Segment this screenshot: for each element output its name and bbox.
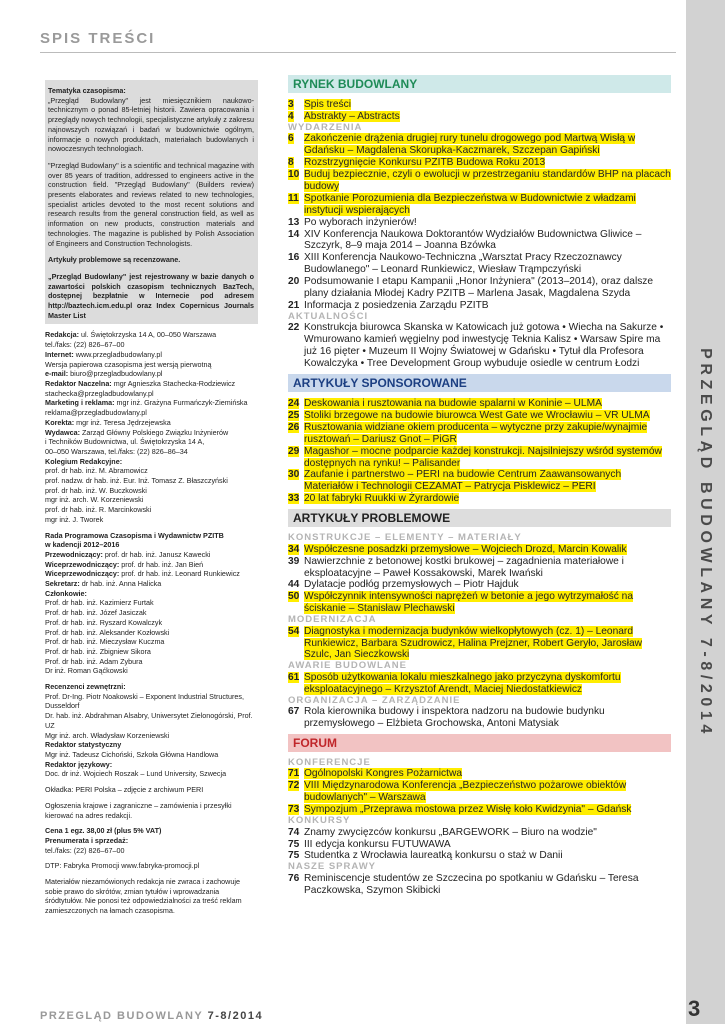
toc-entry-title: Spotkanie Porozumienia dla Bezpieczeństwa w Budownictwie z władzami instytucji wspierających bbox=[304, 192, 636, 216]
toc-page-number: 74 bbox=[288, 826, 300, 838]
toc-entry-title: Stoliki brzegowe na budowie biurowca West Gate we Wrocławiu – VR ULMA bbox=[304, 409, 650, 421]
toc-entry-title: Znamy zwycięzców konkursu „BARGEWORK – Biuro na wodzie" bbox=[304, 826, 597, 838]
toc-entry bbox=[288, 446, 671, 470]
toc-page-number: 24 bbox=[288, 398, 300, 410]
toc-page-number: 61 bbox=[288, 671, 300, 683]
council-line: Prof. dr hab. inż. Ryszard Kowalczyk bbox=[45, 617, 163, 627]
side-journal-title: PRZEGLĄD BUDOWLANY 7-8/2014 bbox=[697, 348, 714, 738]
contact-line: prof. nadzw. dr hab. inż. Eur. Inż. Tomasz Z. Błaszczyński bbox=[45, 476, 228, 486]
council-line: Prof. dr hab. inż. Zbigniew Sikora bbox=[45, 646, 151, 656]
footer bbox=[40, 1010, 263, 1022]
toc-entry-title: Rola kierownika budowy i inspektora nadzoru na budowie budynku przemysłowego – Elżbieta Grochowska, Antoni Matysiak bbox=[304, 706, 605, 730]
toc-page-number: 34 bbox=[288, 543, 300, 555]
section-band-rynek: RYNEK BUDOWLANY bbox=[288, 75, 671, 93]
toc-page-number: 16 bbox=[288, 252, 300, 264]
toc-entry-title: Diagnostyka i modernizacja budynków wielkopłytowych (cz. 1) – Leonard Runkiewicz, Barbara Szudrowicz, Halina Prejzner, Robert Geryło, Jarosław Szulc, Jan Sieczkowski bbox=[304, 625, 643, 661]
toc-page-number: 3 bbox=[288, 99, 294, 110]
reviewers-line: Mgr inż. arch. Władysław Korzeniewski bbox=[45, 730, 170, 740]
toc-entry bbox=[288, 322, 671, 370]
price-line: tel./faks: (22) 826–67–00 bbox=[45, 845, 125, 855]
toc-entry bbox=[288, 579, 671, 591]
info-pl: „Przegląd Budowlany" jest miesięcznikiem naukowo-technicznym o ponad 85-letniej historii. Zawiera opracowania i przeglądy nowych technologii, specjalistyczne artykuły z zakresu najnowszych rozwiązań i badań w budownictwie ogólnym, informacje o nowych produktach, materiałach budowlanych i nowoczesnych technologiach. bbox=[48, 95, 254, 154]
toc-page-number: 75 bbox=[288, 850, 300, 862]
toc-page-number: 30 bbox=[288, 469, 300, 481]
toc-page-number: 75 bbox=[288, 838, 300, 850]
reviewers-block bbox=[45, 682, 258, 779]
contact-line: Wersja papierowa czasopisma jest wersją pierwotną bbox=[45, 359, 212, 369]
toc-page-number: 33 bbox=[288, 493, 300, 505]
toc-page-number: 25 bbox=[288, 409, 300, 421]
toc-entry-title: Informacja z posiedzenia Zarządu PZITB bbox=[304, 300, 489, 311]
toc-entry-title: Buduj bezpiecznie, czyli o ewolucji w przestrzeganiu standardów BHP na placach budowy bbox=[304, 169, 671, 192]
toc-entry-title: Deskowania i rusztowania na budowie spalarni w Koninie – ULMA bbox=[304, 398, 602, 410]
toc-entry bbox=[288, 591, 671, 615]
reviewers-line: Mgr inż. Tadeusz Cichoński, Szkoła Główna Handlowa bbox=[45, 750, 219, 759]
contact-line: prof. dr hab. inż. M. Abramowicz bbox=[45, 466, 148, 476]
toc-entry-title: Magashor – mocne podparcie każdej konstrukcji. Najsilniejszy wśród systemów dostępnych na rynku! – Palisander bbox=[304, 445, 662, 469]
toc-column bbox=[288, 75, 671, 897]
toc-entry bbox=[288, 780, 671, 804]
header-rule bbox=[40, 52, 676, 53]
contact-line: prof. dr hab. inż. W. Buczkowski bbox=[45, 485, 147, 495]
dtp-credit: DTP: Fabryka Promocji www.fabryka-promocji.pl bbox=[45, 861, 200, 871]
toc-entry-title: Konstrukcja biurowca Skanska w Katowicach już gotowa • Wiecha na Sakurze • Wmurowano kamień węgielny pod inwestycję Teknia Kalisz • Warsaw Spire ma już 16 pięter • Muzeum II Wojny Światowej w Gdańsku • Tytuł dla Profesora Kowalczyka • Tree Development Group wybuduje osiedle w centrum Łodzi bbox=[304, 322, 664, 370]
toc-entry-title: Rusztowania widziane okiem producenta – wytyczne przy zakupie/wynajmie rusztowań – Dariusz Gnot – PiGR bbox=[304, 421, 648, 445]
price-block bbox=[45, 826, 258, 855]
toc-entry-title: Dylatacje podłóg przemysłowych – Piotr Hajduk bbox=[304, 579, 519, 591]
toc-page-number: 26 bbox=[288, 421, 300, 433]
toc-entry-title: Po wyborach inżynierów! bbox=[304, 216, 417, 228]
toc-entry bbox=[288, 556, 671, 580]
category-heading: ORGANIZACJA – ZARZĄDZANIE bbox=[288, 694, 461, 706]
contact-line: Internet: www.przegladbudowlany.pl bbox=[45, 349, 162, 359]
toc-entry bbox=[288, 469, 671, 493]
toc-entry bbox=[288, 706, 671, 730]
contact-line: Kolegium Redakcyjne: bbox=[45, 456, 123, 466]
reviewers-line: Recenzenci zewnętrzni: bbox=[45, 682, 126, 692]
toc-entry bbox=[288, 276, 671, 300]
contact-block bbox=[45, 330, 258, 524]
contact-line: 00–050 Warszawa, tel./faks: (22) 826–86–34 bbox=[45, 446, 188, 456]
toc-entry bbox=[288, 193, 671, 217]
category-heading: AWARIE BUDOWLANE bbox=[288, 660, 407, 672]
cover-credit: Okładka: PERI Polska – zdjęcie z archiwum PERI bbox=[45, 785, 204, 795]
toc-page-number: 14 bbox=[288, 228, 300, 240]
toc-entry-title: Sympozjum „Przeprawa mostowa przez Wisłę koło Kwidzynia" – Gdańsk bbox=[304, 804, 632, 816]
category-heading: MODERNIZACJA bbox=[288, 614, 377, 626]
toc-entry bbox=[288, 217, 671, 229]
journal-info-box bbox=[45, 80, 258, 324]
category-heading: WYDARZENIA bbox=[288, 121, 363, 133]
toc-entry-title: Abstrakty – Abstracts bbox=[304, 110, 400, 122]
section-band-forum: FORUM bbox=[288, 734, 671, 752]
contact-line: e-mail: biuro@przegladbudowlany.pl bbox=[45, 369, 163, 379]
council-line: Prof. dr hab. inż. Kazimierz Furtak bbox=[45, 598, 154, 608]
footer-journal: PRZEGLĄD BUDOWLANY bbox=[40, 1010, 204, 1022]
toc-page-number: 4 bbox=[288, 110, 294, 122]
contact-line: mgr inż. J. Tworek bbox=[45, 514, 104, 524]
toc-entry bbox=[288, 827, 671, 839]
contact-line: tel./faks: (22) 826–67–00 bbox=[45, 340, 125, 350]
toc-entry-title: Współczesne posadzki przemysłowe – Wojciech Drozd, Marcin Kowalik bbox=[304, 543, 627, 555]
toc-page-number: 67 bbox=[288, 706, 300, 718]
toc-entry-title: Zaufanie i partnerstwo – PERI na budowie Centrum Zaawansowanych Materiałów i Technologii CEZAMAT – Patrycja Pisklewicz – PERI bbox=[304, 469, 622, 493]
toc-entry-title: 20 lat fabryki Ruukki w Żyrardowie bbox=[304, 493, 460, 505]
council-line: Prof. dr hab. inż. Adam Zybura bbox=[45, 656, 143, 666]
toc-entry bbox=[288, 157, 671, 169]
price-line: Cena 1 egz. 38,00 zł (plus 5% VAT) bbox=[45, 826, 162, 836]
council-line: Przewodniczący: prof. dr hab. inż. Janusz Kawecki bbox=[45, 549, 211, 559]
section-band-prob: ARTYKUŁY PROBLEMOWE bbox=[288, 509, 671, 527]
council-line: Sekretarz: dr hab. inż. Anna Halicka bbox=[45, 579, 162, 589]
toc-entry-title: XIV Konferencja Naukowa Doktorantów Wydziałów Budownictwa Gliwice – Szczyrk, 8–9 maja 2014 – Joanna Bzówka bbox=[304, 228, 642, 252]
info-en: "Przegląd Budowlany" is a scientific and technical magazine with over 85 years of tradition, addressed to engineers active in the construction field. "Przegląd Budowlany" (Builders review) presents elaborates and reviews related to new technologies, specialist articles devoted to the most recent solutions and research results from the general construction field, as well as information on new products, construction materials and technologies. The magazine is published by Polish Association of Engineers and Construction Technologists. bbox=[48, 160, 254, 248]
council-line: Dr inż. Roman Gąćkowski bbox=[45, 666, 128, 676]
toc-entry bbox=[288, 410, 671, 422]
info-indexing: „Przegląd Budowlany" jest rejestrowany w bazie danych o zawartości polskich czasopism technicznych BazTech, dostępnej bezpłatnie w Internecie pod adresem http://baztech.icm.edu.pl oraz Index Copernicus Journals Master List bbox=[48, 271, 254, 320]
toc-page-number: 22 bbox=[288, 322, 300, 334]
toc-entry-title: Spis treści bbox=[304, 99, 351, 110]
toc-entry-title: Sposób użytkowania lokalu mieszkalnego jako przyczyna dyskomfortu eksploatacyjnego – Krzysztof Arendt, Maciej Niedostatkiewicz bbox=[304, 671, 621, 695]
toc-entry bbox=[288, 493, 671, 505]
toc-entry bbox=[288, 672, 671, 696]
toc-page-number: 21 bbox=[288, 300, 300, 311]
toc-page-number: 8 bbox=[288, 157, 294, 169]
category-heading: KONKURSY bbox=[288, 815, 351, 827]
toc-page-number: 73 bbox=[288, 804, 300, 816]
toc-entry-title: Nawierzchnie z betonowej kostki brukowej – zagadnienia materiałowe i eksploatacyjne – Paweł Kossakowski, Marek Iwański bbox=[304, 555, 624, 579]
masthead-column bbox=[45, 80, 258, 916]
section-band-spons: ARTYKUŁY SPONSOROWANE bbox=[288, 374, 671, 392]
contact-line: Redakcja: ul. Świętokrzyska 14 A, 00–050 Warszawa bbox=[45, 330, 217, 340]
category-heading: NASZE SPRAWY bbox=[288, 861, 377, 873]
toc-page-number: 71 bbox=[288, 768, 300, 780]
category-heading: KONFERENCJE bbox=[288, 756, 371, 768]
toc-entry bbox=[288, 398, 671, 410]
info-review-note: Artykuły problemowe są recenzowane. bbox=[48, 255, 181, 265]
toc-entry-title: Ogólnopolski Kongres Pożarnictwa bbox=[304, 768, 462, 780]
contact-line: i Techników Budownictwa, ul. Świętokrzyska 14 A, bbox=[45, 437, 205, 447]
toc-entry-title: Współczynnik intensywności naprężeń w betonie a jego wytrzymałość na ściskanie – Stanisław Plechawski bbox=[304, 591, 633, 615]
contact-line: Korekta: mgr inż. Teresa Jędrzejewska bbox=[45, 417, 171, 427]
toc-entry-title: Reminiscencje studentów ze Szczecina po spotkaniu w Gdańsku – Teresa Paczkowska, Szymon Skibicki bbox=[304, 872, 639, 896]
reviewers-line: Redaktor statystyczny bbox=[45, 740, 122, 750]
toc-page-number: 29 bbox=[288, 445, 300, 457]
toc-page-number: 50 bbox=[288, 591, 300, 603]
toc-entry-title: Studentka z Wrocławia laureatką konkursu o staż w Danii bbox=[304, 850, 563, 862]
council-line: Wiceprzewodniczący: prof. dr hab. inż. Leonard Runkiewicz bbox=[45, 569, 240, 579]
toc-entry bbox=[288, 422, 671, 446]
contact-line: Redaktor Naczelna: mgr Agnieszka Stachecka-Rodziewicz bbox=[45, 378, 236, 388]
toc-entry-title: Zakończenie drążenia drugiej rury tunelu drogowego pod Martwą Wisłą w Gdańsku – Magdalena Skorupka-Kaczmarek, Szczepan Gapiński bbox=[304, 133, 636, 157]
toc-entry-title: Podsumowanie I etapu Kampanii „Honor Inżyniera" (2013–2014), oraz dalsze plany działania Młodej Kadry PZITB – Marlena Jasak, Magdalena Szyda bbox=[304, 276, 654, 300]
toc-page-number: 11 bbox=[288, 192, 299, 204]
toc-entry bbox=[288, 544, 671, 556]
toc-entry bbox=[288, 873, 671, 897]
reviewers-line: Redaktor językowy: bbox=[45, 759, 113, 769]
toc-page-number: 54 bbox=[288, 625, 300, 637]
toc-entry-title: XIII Konferencja Naukowo-Techniczna „Warsztat Pracy Rzeczoznawcy Budowlanego" – Leonard Runkiewicz, Wiesław Trąmpczyński bbox=[304, 252, 622, 276]
contact-line: prof. dr hab. inż. R. Marcinkowski bbox=[45, 505, 152, 515]
contact-line: reklama@przegladbudowlany.pl bbox=[45, 408, 147, 418]
toc-entry bbox=[288, 626, 671, 662]
contact-line: Wydawca: Zarząd Główny Polskiego Związku Inżynierów bbox=[45, 427, 229, 437]
toc-entry bbox=[288, 133, 671, 157]
toc-entry bbox=[288, 169, 671, 193]
category-heading: AKTUALNOŚCI bbox=[288, 310, 369, 322]
toc-page-number: 44 bbox=[288, 579, 300, 591]
toc-page-number: 20 bbox=[288, 276, 300, 288]
toc-page-number: 6 bbox=[288, 133, 294, 145]
reviewers-line: Dr. hab. inż. Abdrahman Alsabry, Uniwersytet Zielonogórski, Prof. UZ bbox=[45, 711, 253, 730]
disclaimer: Materiałów niezamówionych redakcja nie zwraca i zachowuje sobie prawo do skrótów, zmian tytułów i wprowadzania śródtytułów. Nie ponosi też odpowiedzialności za treść reklam zamieszczonych na łamach czasopisma. bbox=[45, 877, 242, 916]
toc-entry-title: III edycja konkursu FUTUWAWA bbox=[304, 838, 451, 850]
info-heading: Tematyka czasopisma: bbox=[48, 86, 126, 95]
category-heading: KONSTRUKCJE – ELEMENTY – MATERIAŁY bbox=[288, 532, 522, 544]
footer-issue: 7-8/2014 bbox=[207, 1010, 264, 1022]
toc-entry-title: Rozstrzygnięcie Konkursu PZITB Budowa Roku 2013 bbox=[304, 157, 546, 169]
council-line: Prof. dr hab. inż. Mieczysław Kuczma bbox=[45, 637, 165, 647]
council-line: w kadencji 2012–2016 bbox=[45, 540, 120, 550]
toc-entry bbox=[288, 839, 671, 851]
toc-page-number: 13 bbox=[288, 216, 300, 228]
toc-entry bbox=[288, 768, 671, 780]
page-number: 3 bbox=[688, 996, 701, 1021]
toc-entry bbox=[288, 229, 671, 253]
contact-line: Marketing i reklama: mgr inż. Grażyna Furmańczyk-Ziemińska bbox=[45, 398, 248, 408]
council-line: Prof. dr hab. inż. Aleksander Kozłowski bbox=[45, 627, 170, 637]
contact-line: stachecka@przegladbudowlany.pl bbox=[45, 388, 154, 398]
page-title: SPIS TREŚCI bbox=[40, 30, 156, 47]
council-line: Prof. dr hab. inż. Józef Jasiczak bbox=[45, 608, 147, 618]
contact-line: mgr inż. arch. W. Korzeniewski bbox=[45, 495, 144, 505]
council-line: Członkowie: bbox=[45, 588, 87, 598]
toc-page-number: 76 bbox=[288, 872, 300, 884]
toc-page-number: 39 bbox=[288, 555, 300, 567]
council-block bbox=[45, 531, 258, 677]
toc-entry-title: VIII Międzynarodowa Konferencja „Bezpieczeństwo pożarowe obiektów budowlanych" – Warszawa bbox=[304, 780, 627, 804]
ads-note: Ogłoszenia krajowe i zagraniczne – zamówienia i przesyłki kierować na adres redakcji. bbox=[45, 800, 232, 820]
toc-entry bbox=[288, 99, 671, 111]
council-line: Rada Programowa Czasopisma i Wydawnictw PZITB bbox=[45, 530, 224, 540]
reviewers-line: Prof. Dr-Ing. Piotr Noakowski – Exponent Industrial Structures, Dusseldorf bbox=[45, 691, 244, 711]
price-line: Prenumerata i sprzedaż: bbox=[45, 835, 129, 845]
toc-page-number: 72 bbox=[288, 780, 300, 792]
toc-page-number: 10 bbox=[288, 169, 300, 181]
council-line: Wiceprzewodniczący: prof. dr hab. inż. Jan Bień bbox=[45, 559, 204, 569]
toc-entry bbox=[288, 252, 671, 276]
reviewers-line: Doc. dr inż. Wojciech Roszak – Lund University, Szwecja bbox=[45, 769, 227, 779]
